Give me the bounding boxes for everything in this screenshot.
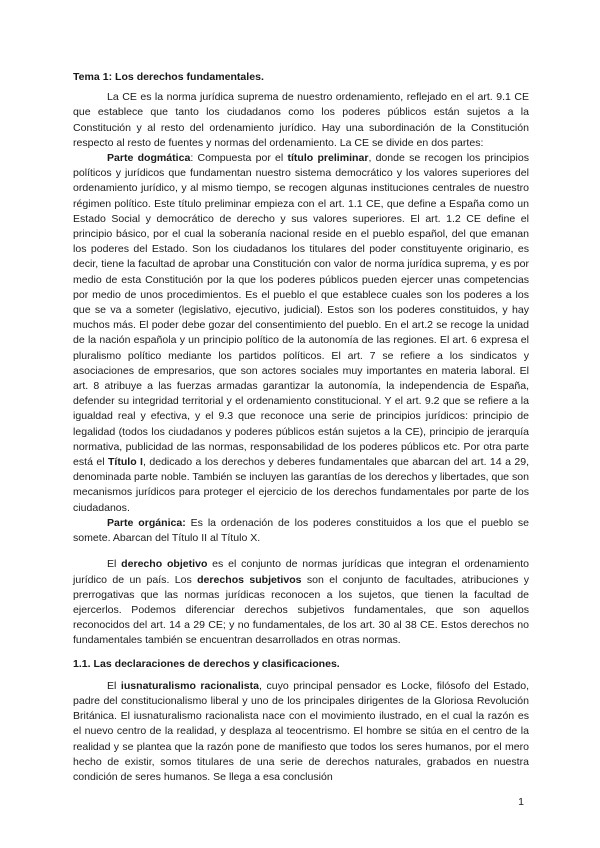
paragraph-intro: La CE es la norma jurídica suprema de nuestro ordenamiento, reflejado en el art. 9.1 CE que establece que tanto los ciudadanos como los poderes públicos están sujetos a la Constitución y al resto del ordenamiento jurídico. Hay una subordinación de la Constitución respecto al resto de fuentes y normas del ordenamiento. La CE se divide en dos partes: (73, 91, 529, 149)
page-number: 1 (518, 796, 524, 808)
paragraph-iusnaturalismo: El iusnaturalismo racionalista, cuyo principal pensador es Locke, filósofo del Estado, padre del constitucionalismo liberal y uno de los principales dirigentes de la Gloriosa Revolución Británica. El iusnaturalismo racionalista nace con el movimiento ilustrado, en el cual la razón es el nuevo centro de la realidad, y desplaza al teocentrismo. El hombre se sitúa en el centro de la realidad y se plantea que la razón pone de manifiesto que todos los seres humanos, por el mero hecho de existir, somos titulares de una serie de derechos naturales, grabados en nuestra condición de seres humanos. Se llega a esa conclusión (73, 679, 530, 783)
paragraph-parte-dogmatica: Parte dogmática: Compuesta por el título preliminar, donde se recogen los principios políticos y jurídicos que fundamentan nuestro sistema democrático y los valores superiores del ordenamiento jurídico, y al mismo tiempo, se recogen algunas instituciones centrales de nuestro régimen político. Este título preliminar empieza con el art. 1.1 CE, que define a España como un Estado Social y democrático de derecho y sus valores superiores. El art. 1.2 CE define el principio básico, por el cual la soberanía nacional reside en el pueblo español, del que emanan los poderes del Estado. Son los ciudadanos los titulares del poder constituyente originario, es decir, tiene la facultad de aprobar una Constitución con valor de norma jurídica suprema, y es por medio de esta Constitución por la que los poderes públicos pueden ejercer unas competencias por medio de unos procedimientos. Es el pueblo el que establece cuales son los poderes a los que se va a someter (legislativo, ejecutivo, judicial). Estos son los poderes constituidos, y hay muchos más. El poder debe gozar del consentimiento del pueblo. En el art.2 se recoge la unidad de la nación española y un principio político de la autonomía de las regiones. El art. 6 expresa el pluralismo político mediante los partidos políticos. El art. 7 se refiere a los sindicatos y asociaciones de empresarios, que son actores sociales muy importantes en materia laboral. El art. 8 atribuye a las fuerzas armadas garantizar la autonomía, la independencia de España, defender su integridad territorial y el ordenamiento constitucional. Y el art. 9.2 que se refiere a la igualdad real y efectiva, y el 9.3 que reconoce una serie de principios jurídicos: principio de legalidad (todos los ciudadanos y poderes públicos están sujetos a la CE), principio de jerarquía normativa, publicidad de las normas, responsabilidad de los poderes públicos etc. Por otra parte está el Título I, dedicado a los derechos y deberes fundamentales que abarcan del art. 14 a 29, denominada parte noble. También se incluyen las garantías de los derechos y libertades, que son mecanismos jurídicos para proteger el ejercicio de los derechos fundamentales por parte de los ciudadanos. (73, 152, 529, 514)
term-derechos-subjetivos: derechos subjetivos (197, 573, 302, 586)
section-heading: 1.1. Las declaraciones de derechos y clasificaciones. (73, 657, 340, 670)
term-parte-organica: Parte orgánica: (107, 516, 186, 529)
paragraph-parte-organica: Parte orgánica: Es la ordenación de los poderes constituidos a los que el pueblo se somete. Abarcan del Título II al Título X. (73, 516, 529, 545)
term-titulo-preliminar: título preliminar (287, 152, 369, 165)
paragraph-derecho-objetivo: El derecho objetivo es el conjunto de normas jurídicas que integran el ordenamiento jurídico de un país. Los derechos subjetivos son el conjunto de facultades, atribuciones y prerrogativas que las normas jurídicas reconocen a los sujetos, que tienen la facultad de ejercerlos. Podemos diferenciar derechos subjetivos fundamentales, que son aquellos reconocidos del art. 14 a 29 CE; y no fundamentales, de los art. 30 al 38 CE. Estos derechos no fundamentales también se encuentran desarrollados en otras normas. (73, 558, 529, 647)
document-title: Tema 1: Los derechos fundamentales. (73, 71, 264, 83)
document-page (73, 70, 529, 785)
term-iusnaturalismo: iusnaturalismo racionalista (120, 679, 260, 692)
term-parte-dogmatica: Parte dogmática (107, 152, 191, 165)
term-titulo-i: Título I (107, 456, 143, 469)
term-derecho-objetivo: derecho objetivo (121, 558, 208, 571)
